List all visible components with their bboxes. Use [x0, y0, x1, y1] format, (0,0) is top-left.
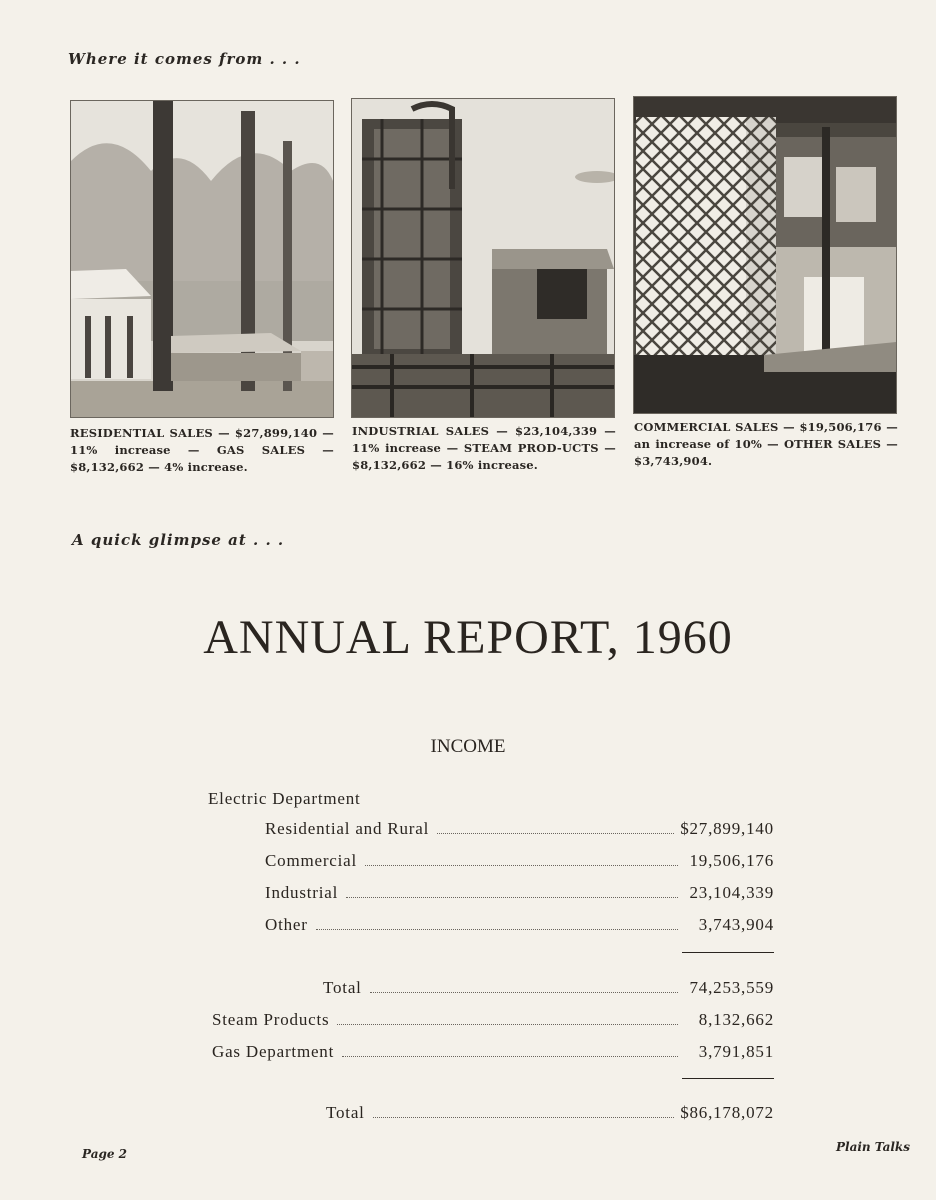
income-row-amount: $27,899,140: [680, 819, 774, 838]
income-row-label: Steam Products: [212, 1010, 330, 1029]
industrial-plant-photo: [351, 98, 615, 418]
grand-total-amount: $86,178,072: [680, 1103, 774, 1122]
electric-department-label: Electric Department: [208, 789, 361, 808]
subtotal-label: Total: [323, 978, 362, 997]
commercial-caption: COMMERCIAL SALES — $19,506,176 — an increase of 10% — OTHER SALES — $3,743,904.: [634, 420, 898, 468]
income-row: [265, 849, 774, 871]
intro-heading: Where it comes from . . .: [68, 50, 301, 68]
leader-dots: [437, 832, 674, 834]
leader-dots: [370, 991, 678, 993]
income-row: [265, 881, 774, 903]
income-row-amount: 3,791,851: [698, 1042, 774, 1061]
publication-name: Plain Talks: [835, 1140, 910, 1154]
leader-dots: [342, 1055, 678, 1057]
commercial-building-photo: [633, 96, 897, 414]
page-number: Page 2: [82, 1147, 128, 1161]
leader-dots: [337, 1023, 678, 1025]
total-rule: [682, 1078, 774, 1079]
income-row: [265, 913, 774, 935]
glimpse-heading: A quick glimpse at . . .: [72, 531, 285, 549]
grand-total-label: Total: [326, 1103, 365, 1122]
industrial-caption: INDUSTRIAL SALES — $23,104,339 — 11% increase — STEAM PROD-UCTS — $8,132,662 — 16% increase.: [352, 424, 616, 472]
income-row-label: Commercial: [265, 851, 358, 870]
leader-dots: [365, 864, 678, 866]
page-title: ANNUAL REPORT, 1960: [203, 611, 733, 664]
subtotal-amount: 74,253,559: [689, 978, 774, 997]
income-row-amount: 19,506,176: [689, 851, 774, 870]
income-row-label: Industrial: [265, 883, 339, 902]
leader-dots: [373, 1116, 674, 1118]
subtotal-rule: [682, 952, 774, 953]
residential-caption: RESIDENTIAL SALES — $27,899,140 — 11% increase — GAS SALES — $8,132,662 — 4% increase.: [70, 426, 334, 474]
income-row-label: Gas Department: [212, 1042, 335, 1061]
income-row: [265, 817, 774, 839]
income-row: [212, 1040, 774, 1062]
income-row: [212, 1008, 774, 1030]
residential-houses-photo: [70, 100, 334, 418]
income-row-amount: 8,132,662: [698, 1010, 774, 1029]
income-heading: INCOME: [430, 736, 506, 757]
income-row-amount: 3,743,904: [698, 915, 774, 934]
income-row-label: Other: [265, 915, 308, 934]
income-row-label: Residential and Rural: [265, 819, 430, 838]
leader-dots: [346, 896, 678, 898]
income-row-amount: 23,104,339: [689, 883, 774, 902]
grand-total-row: [326, 1101, 774, 1123]
subtotal-row: [323, 976, 774, 998]
leader-dots: [316, 928, 678, 930]
